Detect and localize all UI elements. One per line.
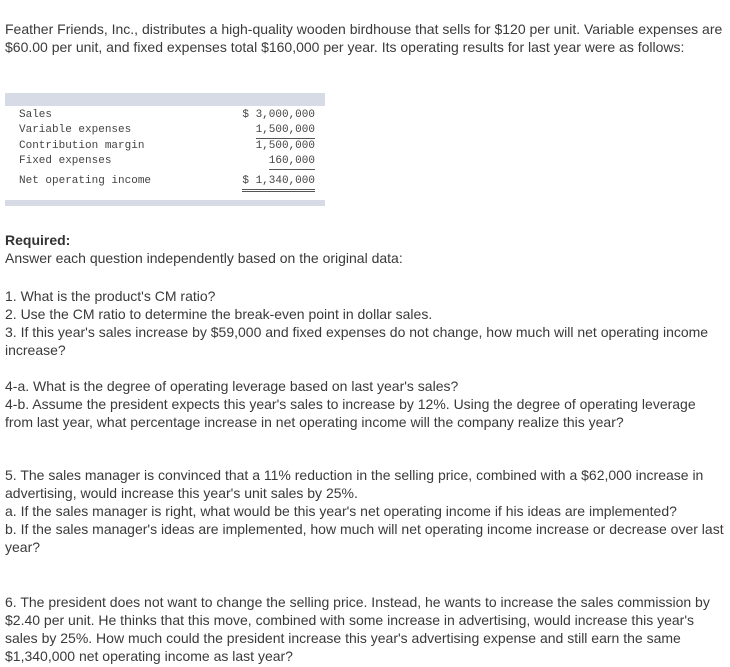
question-2: 2. Use the CM ratio to determine the break-even point in dollar sales. [5,306,433,322]
row-label: Sales [19,109,53,121]
row-amount: 1,500,000 [255,140,315,152]
question-4a: 4-a. What is the degree of operating leverage based on last year's sales? [5,378,459,394]
row-amount: 160,000 [269,154,315,170]
row-label: Fixed expenses [19,155,112,167]
question-5: 5. The sales manager is convinced that a 11% reduction in the selling price, combined with a $62,000 increase in advertising, would increase this year's unit sales by 25%. [5,467,704,501]
required-heading: Required: [5,232,71,248]
statement-header-bar [5,93,325,106]
question-1: 1. What is the product's CM ratio? [5,288,216,304]
required-instructions: Answer each question independently based on the original data: [5,250,403,266]
income-statement [5,93,325,206]
question-3: 3. If this year's sales increase by $59,000 and fixed expenses do not change, how much will net operating income increase? [5,324,709,358]
question-group-1-3 [5,287,727,359]
question-5a: a. If the sales manager is right, what would be this year's net operating income if his ideas are implemented? [5,503,677,519]
row-contribution-margin [19,139,315,154]
row-net-operating-income [19,174,315,189]
question-6: 6. The president does not want to change the selling price. Instead, he wants to increase the sales commission by $2.40 per unit. He thinks that this move, combined with some increase in advertising, would increase this year's sales by 25%. How much could the president increase this year's advertising expense and still earn the same $1,340,000 net operating income as last year? [5,594,710,664]
question-5b: b. If the sales manager's ideas are implemented, how much will net operating income increase or decrease over last year? [5,521,724,555]
row-variable-expenses [19,123,315,138]
problem-intro: Feather Friends, Inc., distributes a high-quality wooden birdhouse that sells for $120 per unit. Variable expenses are $60.00 per unit, and fixed expenses total $160,000 per year. Its operating results for last year were as follows: [5,21,723,55]
row-amount: $ 1,340,000 [242,174,315,192]
question-group-5 [5,466,727,556]
statement-footer-bar [5,200,325,206]
question-group-4 [5,377,727,431]
row-label: Variable expenses [19,124,132,136]
row-amount: 1,500,000 [256,123,315,139]
row-amount: $ 3,000,000 [242,109,315,121]
row-fixed-expenses [19,154,315,169]
row-sales [19,108,315,123]
row-label: Contribution margin [19,140,145,152]
question-4b: 4-b. Assume the president expects this year's sales to increase by 12%. Using the degree of operating leverage from last year, what percentage increase in net operating income will the company realize this year? [5,396,696,430]
question-group-6 [5,593,727,665]
row-label: Net operating income [19,175,152,187]
